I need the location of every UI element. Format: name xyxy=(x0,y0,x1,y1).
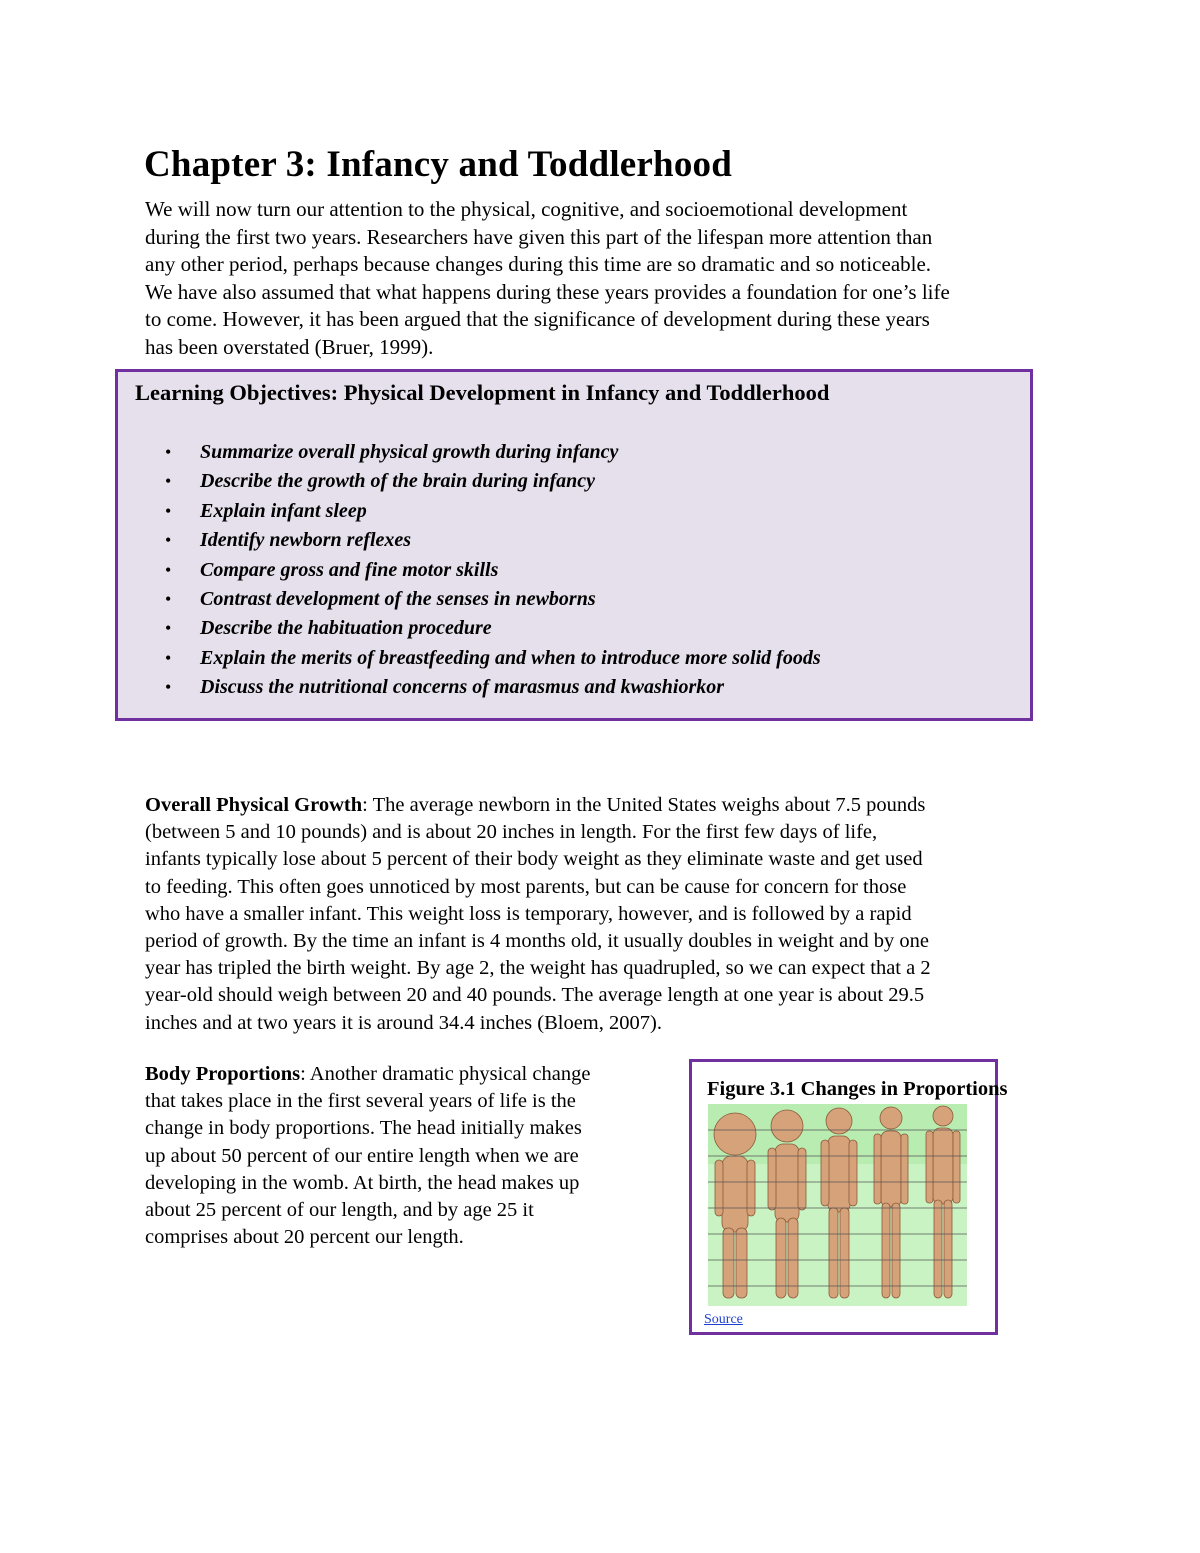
bullet-icon: • xyxy=(165,559,172,580)
paragraph-line: up about 50 percent of our entire length when we are xyxy=(145,1144,579,1167)
paragraph-line: year has tripled the birth weight. By age 2, the weight has quadrupled, so we can expect that a 2 xyxy=(145,957,931,980)
objective-text: Summarize overall physical growth during infancy xyxy=(200,441,619,463)
objective-text: Identify newborn reflexes xyxy=(200,529,412,552)
learning-objectives-title: Learning Objectives: Physical Development in Infancy and Toddlerhood xyxy=(135,380,830,405)
intro-paragraph xyxy=(145,196,1065,362)
paragraph-line: to feeding. This often goes unnoticed by most parents, but can be cause for concern for those xyxy=(145,875,907,898)
bullet-icon: • xyxy=(165,530,172,551)
chapter-title: Chapter 3: Infancy and Toddlerhood xyxy=(144,144,732,185)
bullet-icon: • xyxy=(165,618,172,639)
objective-text: Explain infant sleep xyxy=(200,499,367,522)
intro-line: any other period, perhaps because changes during this time are so dramatic and so noticeable. xyxy=(145,252,932,277)
objective-text: Contrast development of the senses in newborns xyxy=(200,587,596,610)
figure-body-proportions xyxy=(689,1059,1008,1335)
paragraph-line: period of growth. By the time an infant is 4 months old, it usually doubles in weight and by one xyxy=(145,930,930,953)
paragraph-line: infants typically lose about 5 percent of their body weight as they eliminate waste and get used xyxy=(145,848,923,871)
paragraph-line: comprises about 20 percent our length. xyxy=(145,1226,464,1249)
learning-objectives-box xyxy=(115,369,1033,721)
paragraph-line xyxy=(145,792,1065,819)
bullet-icon: • xyxy=(165,588,172,609)
objective-text: Discuss the nutritional concerns of marasmus and kwashiorkor xyxy=(200,676,725,699)
body-proportions-heading: Body Proportions xyxy=(145,1063,301,1085)
paragraph-line xyxy=(145,1061,685,1088)
intro-line: We have also assumed that what happens during these years provides a foundation for one’s life xyxy=(145,279,950,304)
overall-growth-heading: Overall Physical Growth xyxy=(145,794,363,816)
body-proportions-paragraph xyxy=(145,1061,685,1251)
figure-source-link[interactable]: Source xyxy=(704,1312,743,1327)
figure-caption: Figure 3.1 Changes in Proportions xyxy=(707,1078,1008,1100)
paragraph-text: : The average newborn in the United States weighs about 7.5 pounds xyxy=(362,794,926,816)
bullet-icon: • xyxy=(165,471,172,492)
objective-text: Explain the merits of breastfeeding and when to introduce more solid foods xyxy=(200,646,821,669)
intro-line: has been overstated (Bruer, 1999). xyxy=(145,334,434,359)
paragraph-line: change in body proportions. The head initially makes xyxy=(145,1117,582,1140)
objective-text: Compare gross and fine motor skills xyxy=(200,558,499,581)
intro-line: during the first two years. Researchers have given this part of the lifespan more attention than xyxy=(145,224,933,249)
overall-growth-paragraph xyxy=(145,792,1065,1037)
paragraph-line: that takes place in the first several years of life is the xyxy=(145,1090,576,1113)
paragraph-line: inches and at two years it is around 34.4 inches (Bloem, 2007). xyxy=(145,1011,662,1034)
paragraph-line: (between 5 and 10 pounds) and is about 20 inches in length. For the first few days of life, xyxy=(145,821,878,844)
paragraph-line: year-old should weigh between 20 and 40 pounds. The average length at one year is about 29.5 xyxy=(145,984,925,1007)
paragraph-text: : Another dramatic physical change xyxy=(300,1063,591,1085)
bullet-icon: • xyxy=(165,677,172,698)
body-proportions-illustration xyxy=(708,1104,967,1306)
paragraph-line: who have a smaller infant. This weight loss is temporary, however, and is followed by a rapid xyxy=(145,902,912,925)
objective-text: Describe the habituation procedure xyxy=(200,617,492,640)
bullet-icon: • xyxy=(165,500,172,521)
bullet-icon: • xyxy=(165,442,172,462)
intro-line: We will now turn our attention to the physical, cognitive, and socioemotional development xyxy=(145,197,908,221)
objective-text: Describe the growth of the brain during infancy xyxy=(200,470,596,493)
paragraph-line: developing in the womb. At birth, the head makes up xyxy=(145,1171,580,1194)
bullet-icon: • xyxy=(165,647,172,668)
paragraph-line: about 25 percent of our length, and by age 25 it xyxy=(145,1199,534,1222)
intro-line: to come. However, it has been argued that the significance of development during these years xyxy=(145,307,930,332)
